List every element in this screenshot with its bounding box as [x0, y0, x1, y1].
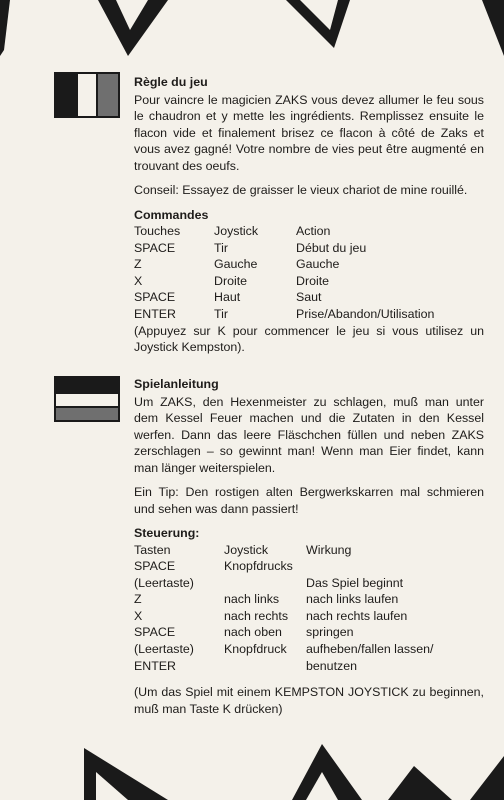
action-cell: Wirkung [306, 542, 352, 557]
german-commands-title: Steuerung: [134, 526, 200, 540]
table-row [134, 306, 434, 323]
german-commands-table [134, 542, 433, 675]
key-cell: SPACE [134, 290, 176, 305]
joystick-cell: Gauche [214, 257, 258, 272]
joystick-cell: nach links [224, 592, 280, 607]
table-row [134, 575, 433, 592]
table-row [134, 289, 434, 306]
french-title: Règle du jeu [134, 75, 208, 89]
action-cell: springen [306, 625, 354, 640]
table-row [134, 558, 433, 575]
action-cell [306, 558, 433, 575]
french-tip: Conseil: Essayez de graisser le vieux chariot de mine rouillé. [134, 183, 468, 197]
action-cell: Droite [296, 273, 330, 288]
key-cell: X [134, 608, 143, 623]
french-rules-text: Pour vaincre le magicien ZAKS vous devez allumer le feu sous le chaudron et y mette les ingrédients. Remplissez ensuite le flacon vide et finalement brisez ce flacon à côté de Zaks et vous avez gagné! Votre nombre de vies peut être augmenté en trouvant des oeufs. [134, 92, 484, 173]
joystick-cell: Tir [214, 306, 228, 321]
joystick-cell: Joystick [224, 542, 269, 557]
french-commands-table [134, 223, 434, 323]
key-cell: X [134, 273, 143, 288]
french-section [134, 74, 484, 356]
joystick-cell: Tir [214, 240, 228, 255]
key-cell: SPACE [134, 559, 176, 574]
key-cell: Tasten [134, 542, 171, 557]
action-cell: Saut [296, 290, 322, 305]
action-cell: Action [296, 224, 331, 238]
table-row [134, 240, 434, 257]
action-cell: nach links laufen [306, 592, 399, 607]
key-cell: Z [134, 592, 142, 607]
joystick-cell: nach oben [224, 625, 282, 640]
key-cell: SPACE [134, 625, 176, 640]
table-row [134, 542, 433, 559]
action-cell: Prise/Abandon/Utilisation [296, 306, 435, 321]
joystick-cell: Knopfdrucks [224, 559, 293, 574]
german-flag-icon [54, 376, 120, 422]
key-cell: Touches [134, 224, 181, 238]
action-cell: Das Spiel beginnt [306, 575, 404, 590]
table-row [134, 608, 433, 625]
key-cell: (Leertaste) [134, 575, 194, 590]
key-cell: ENTER [134, 306, 176, 321]
german-section [134, 376, 484, 717]
joystick-cell: Droite [214, 273, 248, 288]
table-row [134, 591, 433, 608]
action-cell: aufheben/fallen lassen/ [306, 642, 434, 657]
joystick-cell: Knopfdruck [224, 642, 287, 657]
key-cell: SPACE [134, 240, 176, 255]
table-row [134, 223, 434, 240]
french-kempston-note: (Appuyez sur K pour commencer le jeu si vous utilisez un Joystick Kempston). [134, 323, 484, 355]
table-row [134, 624, 433, 641]
german-kempston-note: (Um das Spiel mit einem KEMPSTON JOYSTICK zu beginnen, muß man Taste K drücken) [134, 685, 484, 716]
german-rules-text: Um ZAKS, den Hexenmeister zu schlagen, muß man unter dem Kessel Feuer machen und die Zutaten in den Kessel werfen. Dann das leere Fläschchen füllen und neben ZAKS zerschlagen – so gewinnt man! Wenn man Eier findet, kann man länger weiterspielen. [134, 394, 484, 475]
action-cell: Gauche [296, 257, 340, 272]
action-cell: nach rechts laufen [306, 608, 408, 623]
table-row [134, 658, 433, 675]
table-row [134, 256, 434, 273]
joystick-cell: Joystick [214, 224, 259, 238]
key-cell: Z [134, 257, 142, 272]
german-title: Spielanleitung [134, 377, 219, 391]
joystick-cell: Haut [214, 290, 241, 305]
joystick-cell [224, 658, 306, 675]
joystick-cell [224, 575, 306, 592]
joystick-cell: nach rechts [224, 608, 289, 623]
table-row [134, 641, 433, 658]
french-flag-icon [54, 72, 120, 118]
action-cell: benutzen [306, 658, 357, 673]
french-commands-title: Commandes [134, 207, 209, 222]
table-row [134, 273, 434, 290]
german-tip: Ein Tip: Den rostigen alten Bergwerkskarren mal schmieren und sehen was dann passiert! [134, 485, 484, 516]
action-cell: Début du jeu [296, 240, 367, 255]
key-cell: (Leertaste) [134, 642, 194, 657]
key-cell: ENTER [134, 658, 176, 673]
